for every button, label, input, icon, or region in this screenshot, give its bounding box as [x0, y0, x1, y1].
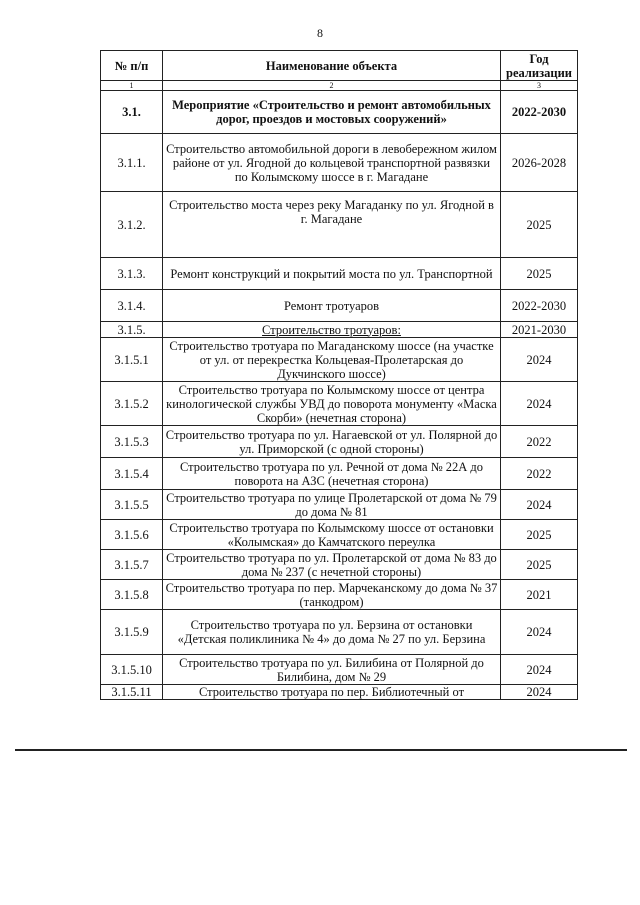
- row-object-name: Строительство тротуара по ул. Берзина от остановки «Детская поликлиника № 4» до дома № 27 по ул. Берзина: [163, 610, 501, 655]
- column-index: 1: [101, 81, 163, 91]
- row-year: 2025: [501, 550, 578, 580]
- bottom-divider-line: [15, 749, 627, 751]
- column-index: 3: [501, 81, 578, 91]
- row-number: 3.1.: [101, 91, 163, 134]
- row-number: 3.1.3.: [101, 258, 163, 290]
- row-number: 3.1.5.7: [101, 550, 163, 580]
- row-object-name: Ремонт конструкций и покрытий моста по ул. Транспортной: [163, 258, 501, 290]
- row-object-name: Мероприятие «Строительство и ремонт автомобильных дорог, проездов и мостовых сооружений»: [163, 91, 501, 134]
- row-object-name: Ремонт тротуаров: [163, 290, 501, 322]
- row-number: 3.1.5.4: [101, 458, 163, 490]
- row-number: 3.1.5.1: [101, 338, 163, 382]
- row-number: 3.1.5.: [101, 322, 163, 338]
- table-row: [101, 580, 578, 610]
- table-row: [101, 550, 578, 580]
- table-row: [101, 192, 578, 258]
- row-number: 3.1.5.5: [101, 490, 163, 520]
- row-year: 2024: [501, 685, 578, 700]
- row-object-name: Строительство тротуара по Колымскому шоссе от центра кинологической службы УВД до поворота монументу «Маска Скорби» (нечетная сторона): [163, 382, 501, 426]
- table-row: [101, 290, 578, 322]
- row-year: 2024: [501, 382, 578, 426]
- row-number: 3.1.5.11: [101, 685, 163, 700]
- table-row: [101, 685, 578, 700]
- row-year: 2024: [501, 655, 578, 685]
- row-number: 3.1.5.9: [101, 610, 163, 655]
- row-number: 3.1.4.: [101, 290, 163, 322]
- row-number: 3.1.5.10: [101, 655, 163, 685]
- row-year: 2025: [501, 192, 578, 258]
- column-index-row: [101, 81, 578, 91]
- row-object-name: Строительство тротуара по ул. Нагаевской от ул. Полярной до ул. Приморской (с одной стороны): [163, 426, 501, 458]
- row-number: 3.1.5.2: [101, 382, 163, 426]
- header-number: № п/п: [101, 51, 163, 81]
- header-object-name: Наименование объекта: [163, 51, 501, 81]
- row-year: 2024: [501, 338, 578, 382]
- table-row: [101, 258, 578, 290]
- row-object-name: Строительство тротуара по ул. Билибина от Полярной до Билибина, дом № 29: [163, 655, 501, 685]
- row-number: 3.1.5.8: [101, 580, 163, 610]
- table-row: [101, 322, 578, 338]
- row-number: 3.1.2.: [101, 192, 163, 258]
- objects-table: [100, 50, 578, 700]
- table-row: [101, 91, 578, 134]
- table-row: [101, 382, 578, 426]
- row-object-name: Строительство тротуара по улице Пролетарской от дома № 79 до дома № 81: [163, 490, 501, 520]
- row-year: 2024: [501, 490, 578, 520]
- row-year: 2022: [501, 458, 578, 490]
- row-year: 2021-2030: [501, 322, 578, 338]
- table-row: [101, 610, 578, 655]
- row-object-name: Строительство тротуара по Колымскому шоссе от остановки «Колымская» до Камчатского переулка: [163, 520, 501, 550]
- row-year: 2025: [501, 520, 578, 550]
- row-object-name: Строительство тротуара по ул. Пролетарской от дома № 83 до дома № 237 (с нечетной стороны): [163, 550, 501, 580]
- row-number: 3.1.5.6: [101, 520, 163, 550]
- header-year: Год реализации: [501, 51, 578, 81]
- row-year: 2021: [501, 580, 578, 610]
- page-number: 8: [317, 26, 323, 40]
- row-object-name: Строительство тротуара по пер. Библиотечный от: [163, 685, 501, 700]
- table-row: [101, 426, 578, 458]
- row-object-name: Строительство тротуара по ул. Речной от дома № 22А до поворота на АЗС (нечетная сторона): [163, 458, 501, 490]
- row-object-name: Строительство тротуара по пер. Марчеканскому до дома № 37 (танкодром): [163, 580, 501, 610]
- row-year: 2024: [501, 610, 578, 655]
- row-object-name: Строительство тротуара по Магаданскому шоссе (на участке от ул. от перекрестка Кольцевая-Пролетарская до Дукчинского шоссе): [163, 338, 501, 382]
- table-row: [101, 134, 578, 192]
- table-row: [101, 338, 578, 382]
- row-year: 2026-2028: [501, 134, 578, 192]
- row-year: 2022: [501, 426, 578, 458]
- row-object-name: Строительство автомобильной дороги в левобережном жилом районе от ул. Ягодной до кольцевой транспортной развязки по Колымскому шоссе в г. Магадане: [163, 134, 501, 192]
- row-number: 3.1.1.: [101, 134, 163, 192]
- row-object-name: Строительство тротуаров:: [163, 322, 501, 338]
- table-header-row: [101, 51, 578, 81]
- row-year: 2022-2030: [501, 290, 578, 322]
- row-number: 3.1.5.3: [101, 426, 163, 458]
- column-index: 2: [163, 81, 501, 91]
- row-year: 2022-2030: [501, 91, 578, 134]
- table-row: [101, 458, 578, 490]
- table-row: [101, 655, 578, 685]
- table-row: [101, 520, 578, 550]
- table-row: [101, 490, 578, 520]
- row-object-name: Строительство моста через реку Магаданку по ул. Ягодной в г. Магадане: [163, 192, 501, 258]
- row-year: 2025: [501, 258, 578, 290]
